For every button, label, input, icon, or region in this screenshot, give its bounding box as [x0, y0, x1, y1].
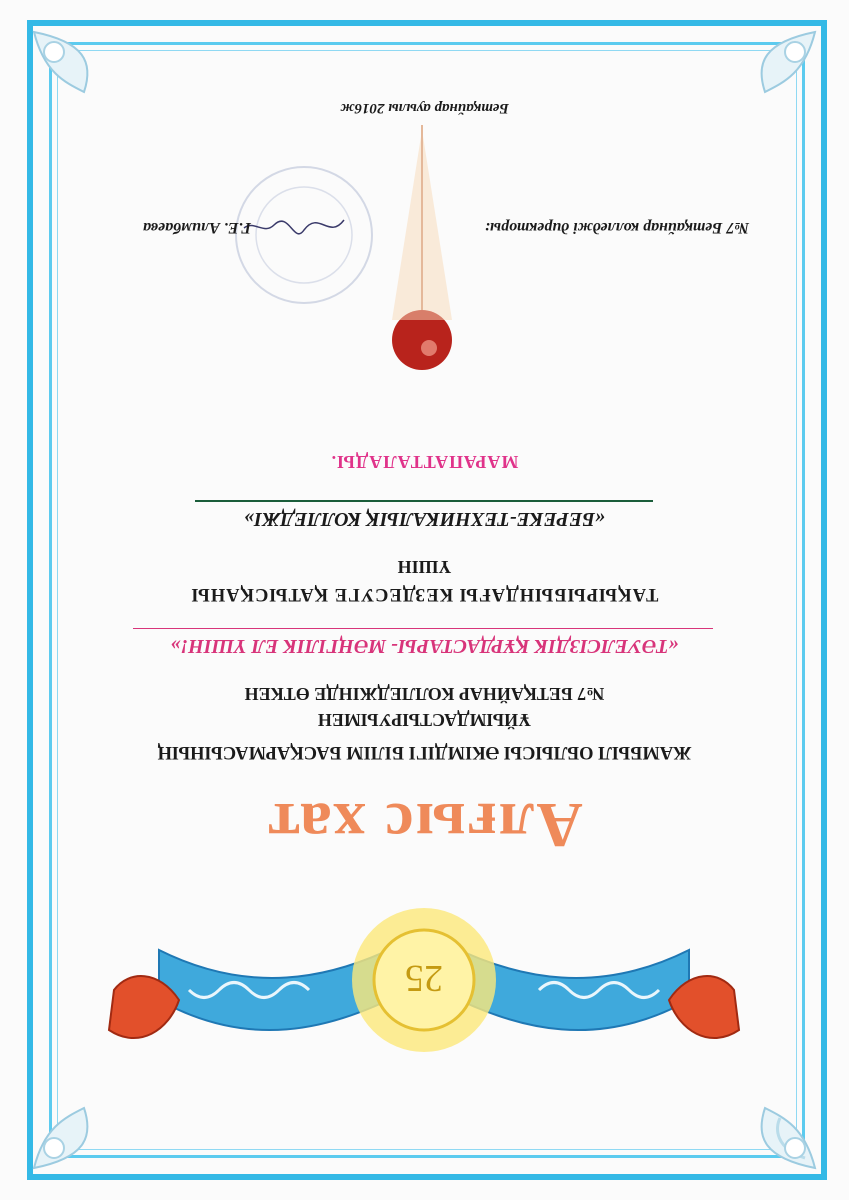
recipient-name: «БЕРЕКЕ-ТЕХНИКАЛЫҚ КОЛЛЕДЖІ» [244, 508, 605, 530]
corner-ornament-icon [695, 22, 825, 152]
emblem-number: 25 [405, 957, 443, 999]
director-name: Г.Е. Алимбаева [143, 219, 251, 236]
independence-emblem-icon [99, 890, 749, 1090]
awarded-text: МАРАПАТТАЛАДЫ. [330, 452, 519, 472]
recipient-underline [195, 500, 653, 502]
venue-line: №7 БЕТҚАЙНАР КОЛЛЕДЖІНДЕ ӨТКЕН [244, 684, 605, 704]
lamp-decoration-icon [367, 120, 477, 370]
certificate-title: Алғыс хат [266, 790, 583, 861]
organizer-line: ЖАМБЫЛ ОБЛЫСЫ ӘКІМДІГІ БІЛІМ БАСҚАРМАСЫНЫҢ [157, 742, 692, 762]
for-line: ҮШІН [397, 557, 452, 577]
corner-ornament-icon [24, 22, 154, 152]
event-motto: «ТӘУЕЛСІЗДІК ҚҰРДАСТАРЫ- МӘҢГІЛІК ЕЛ ҮШІН!» [170, 635, 679, 657]
director-title: №7 Бетқайнар колледжі директоры: [484, 219, 749, 236]
place-and-date: Бетқайнар ауылы 2016ж [340, 100, 509, 116]
organized-by-line: ҰЙЫМДАСТЫРУЫМЕН [317, 710, 532, 730]
participation-line: ТАҚЫРЫБЫНДАҒЫ КЕЗДЕСУГЕ ҚАТЫСҚАНЫ [190, 584, 659, 604]
motto-underline [133, 628, 713, 629]
signature-icon [239, 200, 349, 250]
